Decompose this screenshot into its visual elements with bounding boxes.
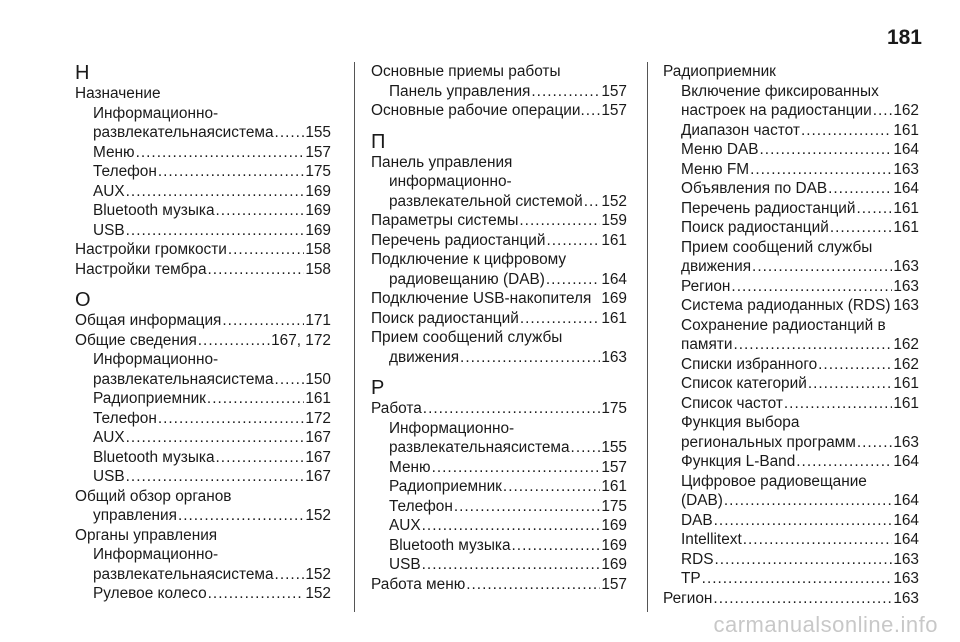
entry-text: движения xyxy=(681,258,752,275)
page-reference: 167, 172 xyxy=(271,331,331,349)
entry-text: USB xyxy=(93,468,125,485)
dot-leader xyxy=(828,179,892,199)
page-reference: 162 xyxy=(893,102,919,119)
index-letter-heading: Н xyxy=(75,62,90,84)
dot-leader xyxy=(750,160,892,180)
dot-leader xyxy=(760,140,893,160)
page-reference: 152 xyxy=(305,585,331,602)
index-entry xyxy=(75,260,331,280)
page-reference: 161 xyxy=(893,394,919,412)
index-subentry xyxy=(663,238,919,277)
page-reference: 161 xyxy=(893,199,919,217)
index-subentry xyxy=(663,277,919,297)
page-reference: 162 xyxy=(893,355,919,373)
dot-leader xyxy=(228,240,304,260)
entry-text: Функция выбора xyxy=(681,414,800,431)
entry-text: памяти xyxy=(681,336,733,353)
dot-leader xyxy=(713,589,892,609)
index-letter-heading: П xyxy=(371,130,386,153)
page-reference: 155 xyxy=(305,124,331,141)
entry-text: управления xyxy=(93,507,177,524)
index-subentry xyxy=(663,452,919,472)
entry-text: RDS xyxy=(681,550,714,568)
entry-text: Bluetooth музыка xyxy=(93,448,215,466)
dot-leader xyxy=(519,211,600,231)
index-entry xyxy=(371,289,627,309)
watermark: carmanualsonline.info xyxy=(713,612,938,637)
index-subentry xyxy=(663,316,919,355)
page-reference: 167 xyxy=(305,429,331,446)
index-subentry xyxy=(663,511,919,531)
index-subentry xyxy=(75,584,331,604)
index-letter-heading: О xyxy=(75,289,91,311)
dot-leader xyxy=(752,257,892,277)
index-subentry xyxy=(663,160,919,180)
column-divider xyxy=(354,62,355,612)
dot-leader xyxy=(531,82,600,102)
index-column-3 xyxy=(663,62,919,608)
index-entry xyxy=(663,589,919,609)
entry-text: Объявления по DAB xyxy=(681,180,828,197)
entry-text: Настройки тембра xyxy=(75,260,207,278)
dot-leader xyxy=(432,458,601,478)
entry-text: Меню FM xyxy=(681,160,750,178)
entry-text: Перечень радиостанций xyxy=(371,231,546,249)
index-subentry xyxy=(371,419,627,458)
dot-leader xyxy=(275,123,305,143)
dot-leader xyxy=(808,374,893,394)
page-reference: 161 xyxy=(601,478,627,495)
entry-text: Радиоприемник xyxy=(93,390,206,407)
entry-text: Телефон xyxy=(389,497,453,515)
page-reference: 159 xyxy=(601,212,627,229)
index-subentry xyxy=(371,497,627,517)
dot-leader xyxy=(423,399,601,419)
index-subentry xyxy=(663,413,919,452)
dot-leader xyxy=(857,433,892,453)
entry-text: Информационно- xyxy=(389,419,515,437)
page-reference: 157 xyxy=(601,82,627,100)
dot-leader xyxy=(275,370,305,390)
dot-leader xyxy=(547,231,601,251)
page-reference: 169 xyxy=(601,290,627,307)
index-subentry xyxy=(371,172,627,211)
page-reference: 152 xyxy=(305,507,331,524)
entry-text: Органы управления xyxy=(75,526,218,544)
index-entry xyxy=(371,250,627,289)
index-subentry xyxy=(371,516,627,536)
dot-leader xyxy=(126,182,305,202)
entry-text: Радиоприемник xyxy=(663,63,776,80)
index-subentry xyxy=(371,458,627,478)
entry-text: Список частот xyxy=(681,394,783,412)
index-subentry xyxy=(663,374,919,394)
dot-leader xyxy=(830,218,892,238)
entry-text: Подключение к цифровому xyxy=(371,251,567,268)
entry-text: Списки избранного xyxy=(681,355,818,373)
entry-text: Работа xyxy=(371,400,422,417)
entry-text: Перечень радиостанций xyxy=(681,199,856,217)
entry-text: Поиск радиостанций xyxy=(371,309,519,327)
index-subentry xyxy=(75,201,331,221)
entry-text: Подключение USB-накопителя xyxy=(371,290,592,307)
dot-leader xyxy=(571,438,601,458)
page-reference: 161 xyxy=(305,390,331,407)
index-subentry xyxy=(663,530,919,550)
entry-text: региональных программ xyxy=(681,433,856,451)
entry-text: Настройки громкости xyxy=(75,241,227,258)
entry-text: Общие сведения xyxy=(75,331,197,349)
entry-text: (DAB) xyxy=(681,492,723,509)
index-subentry xyxy=(663,472,919,511)
index-subentry xyxy=(75,182,331,202)
dot-leader xyxy=(702,569,893,589)
entry-text: радиовещанию (DAB) xyxy=(389,270,545,288)
entry-text: Телефон xyxy=(93,163,157,180)
page-reference: 158 xyxy=(305,260,331,278)
index-subentry xyxy=(663,179,919,199)
entry-text: Общий обзор органов xyxy=(75,487,232,505)
page-reference: 164 xyxy=(601,270,627,288)
page-number: 181 xyxy=(886,26,922,49)
entry-text: Прием сообщений службы xyxy=(371,329,563,346)
page-reference: 164 xyxy=(893,531,919,548)
page-reference: 164 xyxy=(893,453,919,470)
entry-text: информационно- xyxy=(389,173,512,190)
dot-leader xyxy=(857,199,893,219)
index-letter-heading: Р xyxy=(371,377,385,399)
entry-text: Регион xyxy=(663,589,713,607)
page-reference: 152 xyxy=(305,565,331,583)
column-divider xyxy=(647,62,648,612)
index-entry xyxy=(371,153,627,173)
index-subentry xyxy=(75,221,331,241)
page-reference: 171 xyxy=(305,312,331,329)
index-subentry xyxy=(75,428,331,448)
index-subentry xyxy=(75,143,331,163)
index-entry xyxy=(371,101,627,121)
dot-leader xyxy=(724,491,892,511)
dot-leader xyxy=(466,575,600,595)
index-column-2 xyxy=(371,62,627,594)
index-subentry xyxy=(75,448,331,468)
index-entry xyxy=(371,211,627,231)
index-entry xyxy=(75,240,331,260)
page-reference: 169 xyxy=(305,182,331,200)
entry-text: Сохранение радиостанций в xyxy=(681,316,886,334)
index-entry xyxy=(371,231,627,251)
dot-leader xyxy=(422,555,601,575)
entry-text: Параметры системы xyxy=(371,212,519,229)
entry-text: Информационно- xyxy=(93,546,219,563)
dot-leader xyxy=(208,260,305,280)
page-reference: 162 xyxy=(893,336,919,353)
entry-text: Поиск радиостанций xyxy=(681,219,829,236)
entry-text: Список категорий xyxy=(681,375,807,392)
index-subentry xyxy=(663,199,919,219)
dot-leader xyxy=(126,221,305,241)
dot-leader xyxy=(178,506,304,526)
entry-text: Работа меню xyxy=(371,575,466,593)
dot-leader xyxy=(512,536,601,556)
entry-text: Назначение xyxy=(75,85,161,102)
index-entry xyxy=(371,62,627,82)
page-reference: 169 xyxy=(305,202,331,219)
page-reference: 164 xyxy=(893,141,919,158)
index-subentry xyxy=(75,350,331,389)
entry-text: Bluetooth музыка xyxy=(93,202,215,219)
index-column-1 xyxy=(75,62,331,604)
page-reference: 157 xyxy=(601,575,627,593)
entry-text: Система радиоданных (RDS) xyxy=(681,297,891,314)
dot-leader xyxy=(743,530,893,550)
index-entry xyxy=(371,309,627,329)
entry-text: AUX xyxy=(93,182,125,200)
page-reference: 175 xyxy=(305,163,331,180)
entry-text: Цифровое радиовещание xyxy=(681,472,867,490)
index-subentry xyxy=(75,467,331,487)
dot-leader xyxy=(733,335,892,355)
entry-text: AUX xyxy=(389,517,421,534)
index-subentry xyxy=(663,569,919,589)
dot-leader xyxy=(460,348,600,368)
index-subentry xyxy=(371,536,627,556)
entry-text: движения xyxy=(389,348,460,366)
entry-text: Радиоприемник xyxy=(389,478,502,495)
page-reference: 164 xyxy=(893,511,919,529)
index-subentry xyxy=(663,218,919,238)
index-subentry xyxy=(371,82,627,102)
dot-leader xyxy=(801,121,892,141)
index-entry xyxy=(75,84,331,104)
entry-text: развлекательнаясистема xyxy=(389,439,570,456)
page-reference: 164 xyxy=(893,492,919,509)
dot-leader xyxy=(208,584,305,604)
index-entry xyxy=(371,575,627,595)
page-reference: 172 xyxy=(305,409,331,427)
index-entry xyxy=(75,526,331,546)
entry-text: Функция L-Band xyxy=(681,453,796,470)
entry-text: Общая информация xyxy=(75,312,222,329)
index-entry xyxy=(75,487,331,526)
entry-text: развлекательной системой xyxy=(389,192,583,210)
entry-text: Включение фиксированных xyxy=(681,82,879,100)
index-entry xyxy=(663,62,919,82)
page-reference: 163 xyxy=(893,433,919,451)
dot-leader xyxy=(546,270,600,290)
dot-leader xyxy=(158,409,304,429)
dot-leader xyxy=(818,355,892,375)
index-subentry xyxy=(663,296,919,316)
dot-leader xyxy=(714,511,893,531)
index-entry xyxy=(371,328,627,367)
entry-text: Рулевое колесо xyxy=(93,585,207,602)
index-subentry xyxy=(663,82,919,121)
index-subentry xyxy=(75,409,331,429)
entry-text: Панель управления xyxy=(389,82,531,100)
page-reference: 155 xyxy=(601,439,627,456)
dot-leader xyxy=(136,143,305,163)
dot-leader xyxy=(584,192,601,212)
dot-leader xyxy=(454,497,600,517)
entry-text: развлекательнаясистема xyxy=(93,565,274,583)
entry-text: Меню xyxy=(389,458,431,476)
page-reference: 158 xyxy=(305,241,331,258)
entry-text: DAB xyxy=(681,511,713,529)
page-reference: 175 xyxy=(601,400,627,417)
page-reference: 163 xyxy=(893,277,919,295)
entry-text: Bluetooth музыка xyxy=(389,536,511,554)
entry-text: Информационно- xyxy=(93,104,219,122)
entry-text: Диапазон частот xyxy=(681,121,800,139)
page-reference: 157 xyxy=(601,102,627,119)
entry-text: TP xyxy=(681,570,701,587)
page-reference: 175 xyxy=(601,497,627,515)
dot-leader xyxy=(520,309,600,329)
page-reference: 161 xyxy=(893,219,919,236)
index-subentry xyxy=(371,555,627,575)
entry-text: развлекательнаясистема xyxy=(93,370,274,388)
page-reference: 161 xyxy=(893,121,919,139)
page-reference: 169 xyxy=(305,221,331,239)
page-reference: 164 xyxy=(893,180,919,197)
page-reference: 163 xyxy=(893,550,919,568)
index-subentry xyxy=(371,477,627,497)
entry-text: USB xyxy=(389,556,421,573)
dot-leader xyxy=(216,201,305,221)
page-reference: 157 xyxy=(601,458,627,476)
page-reference: 161 xyxy=(601,309,627,327)
dot-leader xyxy=(784,394,892,414)
page-reference: 152 xyxy=(601,192,627,210)
page-reference: 167 xyxy=(305,448,331,466)
entry-text: Меню DAB xyxy=(681,141,759,158)
page-reference: 169 xyxy=(601,536,627,554)
page-reference: 169 xyxy=(601,556,627,573)
dot-leader xyxy=(126,428,305,448)
page-reference: 163 xyxy=(893,589,919,607)
dot-leader xyxy=(715,550,893,570)
index-entry xyxy=(371,399,627,419)
dot-leader xyxy=(503,477,600,497)
page-reference: 150 xyxy=(305,370,331,388)
dot-leader xyxy=(207,389,304,409)
page-reference: 161 xyxy=(893,375,919,392)
entry-text: Регион xyxy=(681,277,731,295)
entry-text: AUX xyxy=(93,429,125,446)
index-entry xyxy=(75,331,331,351)
entry-text: развлекательнаясистема xyxy=(93,124,274,141)
dot-leader xyxy=(731,277,892,297)
dot-leader xyxy=(275,565,305,585)
page-reference: 163 xyxy=(601,348,627,366)
dot-leader xyxy=(198,331,270,351)
entry-text: настроек на радиостанции xyxy=(681,102,872,119)
dot-leader xyxy=(422,516,601,536)
page-reference: 163 xyxy=(893,297,919,314)
index-subentry xyxy=(75,389,331,409)
index-subentry xyxy=(663,140,919,160)
dot-leader xyxy=(873,101,893,121)
page-reference: 157 xyxy=(305,143,331,161)
entry-text: Телефон xyxy=(93,409,157,427)
dot-leader xyxy=(126,467,305,487)
page-reference: 163 xyxy=(893,160,919,178)
entry-text: Информационно- xyxy=(93,351,219,368)
dot-leader xyxy=(222,311,304,331)
index-subentry xyxy=(663,355,919,375)
dot-leader xyxy=(586,101,601,121)
dot-leader xyxy=(216,448,305,468)
entry-text: Intellitext xyxy=(681,531,742,548)
index-subentry xyxy=(75,545,331,584)
entry-text: USB xyxy=(93,221,125,239)
entry-text: Основные рабочие операции. xyxy=(371,102,585,119)
page-reference: 163 xyxy=(893,258,919,275)
page-reference: 169 xyxy=(601,517,627,534)
page-reference: 167 xyxy=(305,468,331,485)
index-entry xyxy=(75,311,331,331)
page-reference: 163 xyxy=(893,570,919,587)
dot-leader xyxy=(796,452,892,472)
entry-text: Основные приемы работы xyxy=(371,63,561,80)
index-subentry xyxy=(663,121,919,141)
entry-text: Меню xyxy=(93,143,135,161)
index-subentry xyxy=(663,394,919,414)
dot-leader xyxy=(158,162,304,182)
index-subentry xyxy=(75,162,331,182)
page-reference: 161 xyxy=(601,231,627,249)
index-subentry xyxy=(75,104,331,143)
entry-text: Панель управления xyxy=(371,153,513,171)
index-subentry xyxy=(663,550,919,570)
entry-text: Прием сообщений службы xyxy=(681,238,873,256)
